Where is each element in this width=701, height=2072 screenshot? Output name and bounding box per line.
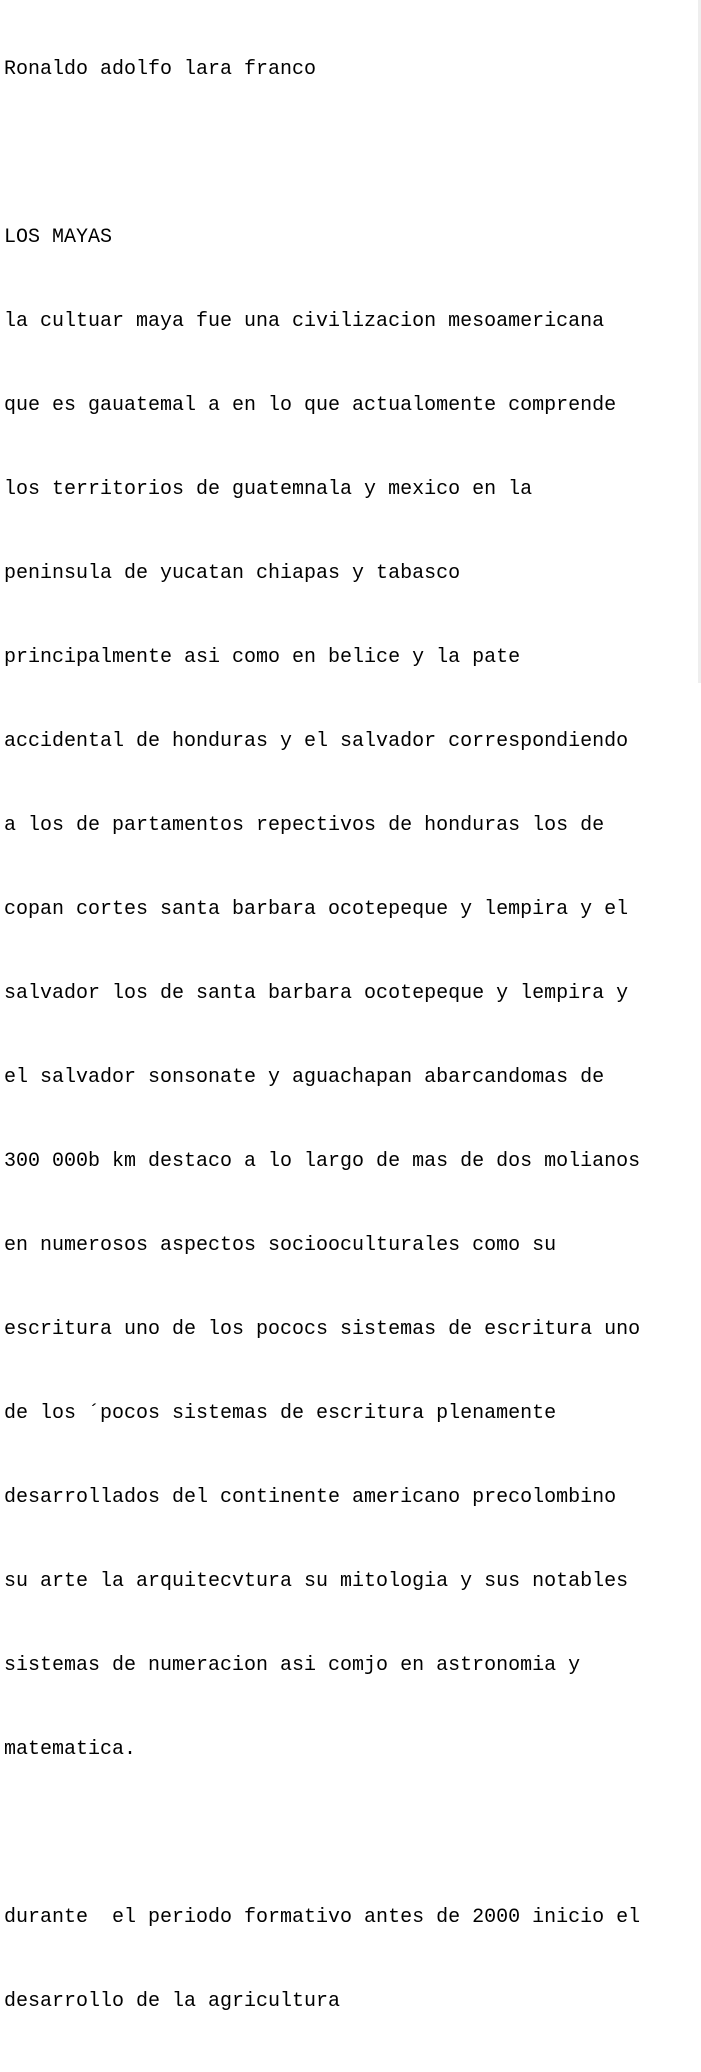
- text-line: en numerosos aspectos sociooculturales como su: [4, 1234, 557, 1257]
- blank-line: [4, 1820, 701, 1848]
- text-line: a los de partamentos repectivos de honduras los de: [4, 814, 605, 837]
- text-line: desarrollados del continente americano precolombino: [4, 1486, 617, 1509]
- author-line: Ronaldo adolfo lara franco: [4, 58, 317, 81]
- text-line: el salvador sonsonate y aguachapan abarcandomas de: [4, 1066, 605, 1089]
- text-line: su arte la arquitecvtura su mitologia y sus notables: [4, 1570, 629, 1593]
- text-line: copan cortes santa barbara ocotepeque y lempira y el: [4, 898, 629, 921]
- text-line: accidental de honduras y el salvador correspondiendo: [4, 730, 629, 753]
- text-line: peninsula de yucatan chiapas y tabasco: [4, 562, 461, 585]
- text-line: de los ´pocos sistemas de escritura plenamente: [4, 1402, 557, 1425]
- text-line: sistemas de numeracion asi comjo en astronomia y: [4, 1654, 581, 1677]
- text-line: 300 000b km destaco a lo largo de mas de dos molianos: [4, 1150, 641, 1173]
- text-line: principalmente asi como en belice y la pate: [4, 646, 521, 669]
- text-line: desarrollo de la agricultura: [4, 1990, 341, 2013]
- document-text[interactable]: [4, 0, 701, 2072]
- text-line: los territorios de guatemnala y mexico en la: [4, 478, 533, 501]
- blank-line: [4, 140, 701, 168]
- text-line: matematica.: [4, 1738, 137, 1761]
- text-line: salvador los de santa barbara ocotepeque y lempira y: [4, 982, 629, 1005]
- text-line: escritura uno de los pococs sistemas de escritura uno: [4, 1318, 641, 1341]
- text-line: durante el periodo formativo antes de 2000 inicio el: [4, 1906, 641, 1929]
- document-title: LOS MAYAS: [4, 226, 113, 249]
- text-line: la cultuar maya fue una civilizacion mesoamericana: [4, 310, 605, 333]
- text-line: que es gauatemal a en lo que actualomente comprende: [4, 394, 617, 417]
